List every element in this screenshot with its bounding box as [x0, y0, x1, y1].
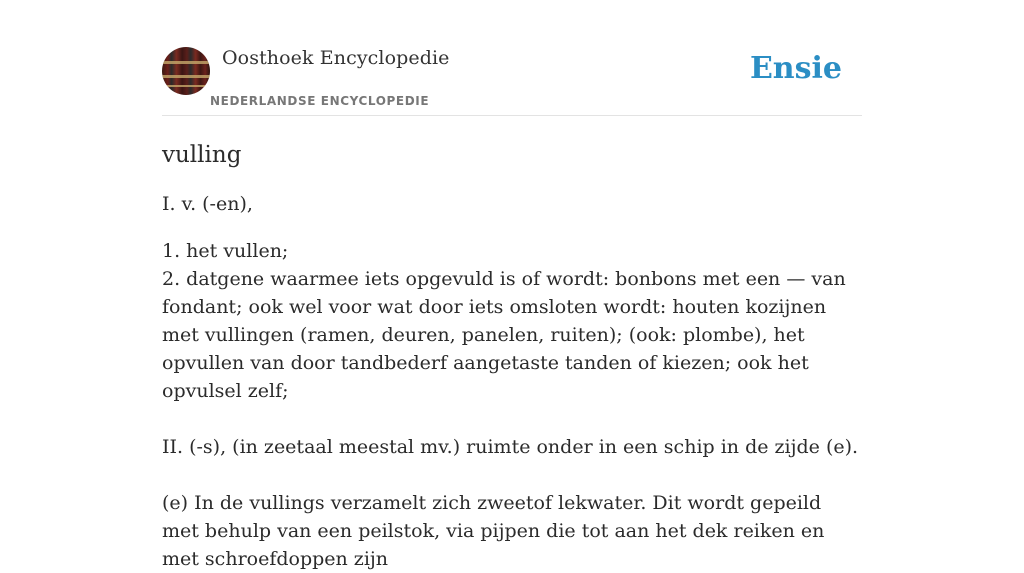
entry-grammar: I. v. (-en),: [162, 193, 253, 215]
site-header: [162, 47, 862, 116]
entry-section-2: II. (-s), (in zeetaal meestal mv.) ruimte onder in een schip in de zijde (e).: [162, 436, 859, 458]
brand-logo[interactable]: Ensie: [749, 51, 842, 86]
site-subtitle: NEDERLANDSE ENCYCLOPEDIE: [210, 94, 430, 108]
site-title[interactable]: Oosthoek Encyclopedie: [222, 47, 450, 69]
entry-content: [162, 140, 862, 573]
entry-headword: vulling: [162, 142, 242, 168]
site-logo-image[interactable]: [162, 47, 210, 95]
definition-1: 1. het vullen;: [162, 240, 289, 262]
entry-section-3: (e) In de vullings verzamelt zich zweetof lekwater. Dit wordt gepeild met behulp van een peilstok, via pijpen die tot aan het dek reiken en met schroefdoppen zijn: [162, 492, 831, 570]
definition-2: 2. datgene waarmee iets opgevuld is of wordt: bonbons met een — van fondant; ook wel voor wat door iets omsloten wordt: houten kozijnen met vullingen (ramen, deuren, panelen, ruiten); (ook: plombe), het opvullen van door tandbederf aangetaste tanden of kiezen; ook het opvulsel zelf;: [162, 268, 852, 402]
